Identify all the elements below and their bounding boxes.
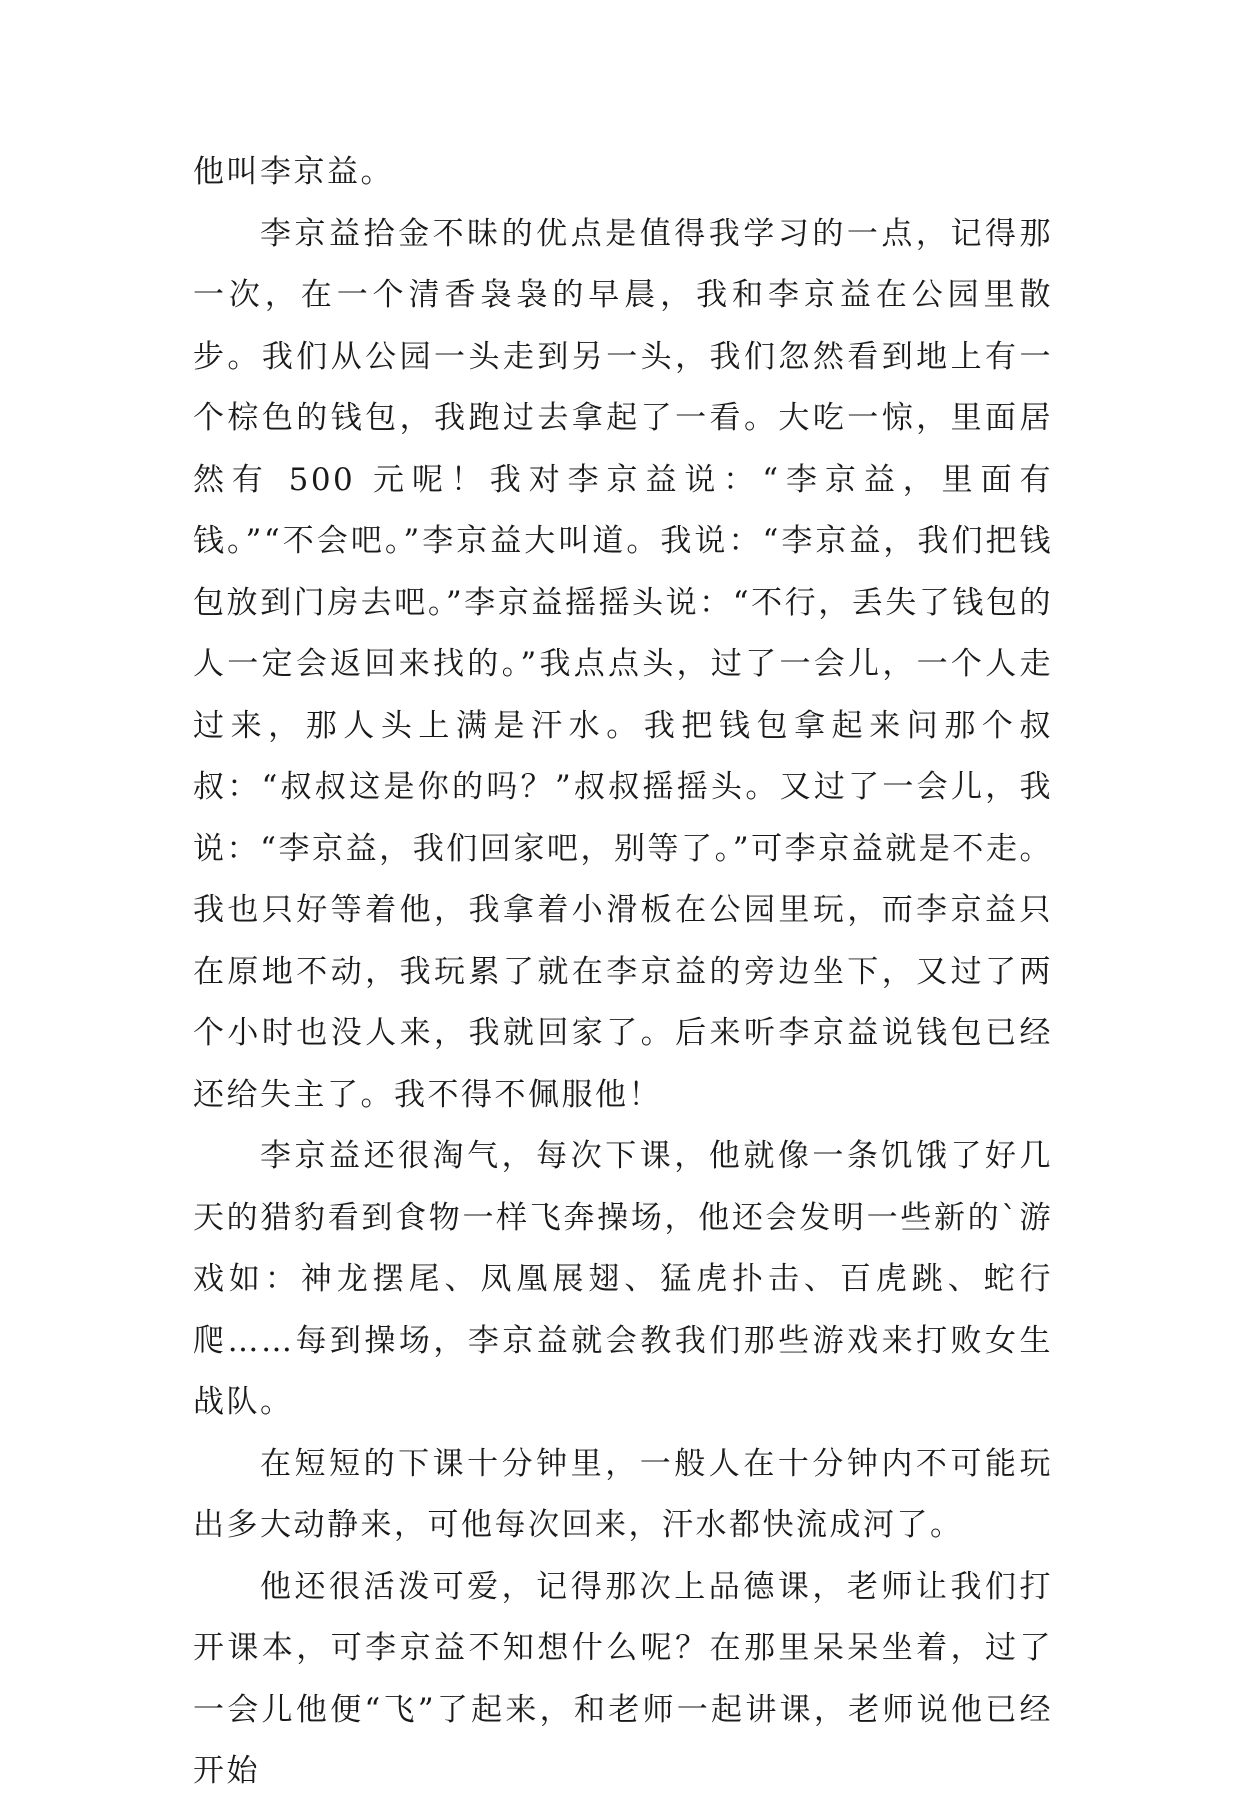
paragraph-ten-minutes: 在短短的下课十分钟里，一般人在十分钟内不可能玩出多大动静来，可他每次回来，汗水都快流成河了。	[193, 1445, 1053, 1543]
paragraph-continuation: 他叫李京益。	[193, 154, 394, 190]
paragraph-naughty: 李京益还很淘气，每次下课，他就像一条饥饿了好几天的猎豹看到食物一样飞奔操场，他还会发明一些新的`游戏如：神龙摆尾、凤凰展翅、猛虎扑击、百虎跳、蛇行爬……每到操场，李京益就会教我们那些游戏来打败女生战队。	[193, 1138, 1053, 1420]
paragraph-found-wallet: 李京益拾金不昧的优点是值得我学习的一点，记得那一次，在一个清香袅袅的早晨，我和李京益在公园里散步。我们从公园一头走到另一头，我们忽然看到地上有一个棕色的钱包，我跑过去拿起了一看。大吃一惊，里面居然有 500 元呢！我对李京益说：“李京益，里面有钱。”“不会吧。”李京益大叫道。我说：“李京益，我们把钱包放到门房去吧。”李京益摇摇头说：“不行，丢失了钱包的人一定会返回来找的。”我点点头，过了一会儿，一个人走过来，那人头上满是汗水。我把钱包拿起来问那个叔叔：“叔叔这是你的吗？”叔叔摇摇头。又过了一会儿，我说：“李京益，我们回家吧，别等了。”可李京益就是不走。我也只好等着他，我拿着小滑板在公园里玩，而李京益只在原地不动，我玩累了就在李京益的旁边坐下，又过了两个小时也没人来，我就回家了。后来听李京益说钱包已经还给失主了。我不得不佩服他！	[193, 215, 1053, 1113]
document-page	[193, 142, 1053, 1803]
paragraph-lively: 他还很活泼可爱，记得那次上品德课，老师让我们打开课本，可李京益不知想什么呢？在那里呆呆坐着，过了一会儿他便“飞”了起来，和老师一起讲课，老师说他已经开始	[193, 1568, 1053, 1789]
